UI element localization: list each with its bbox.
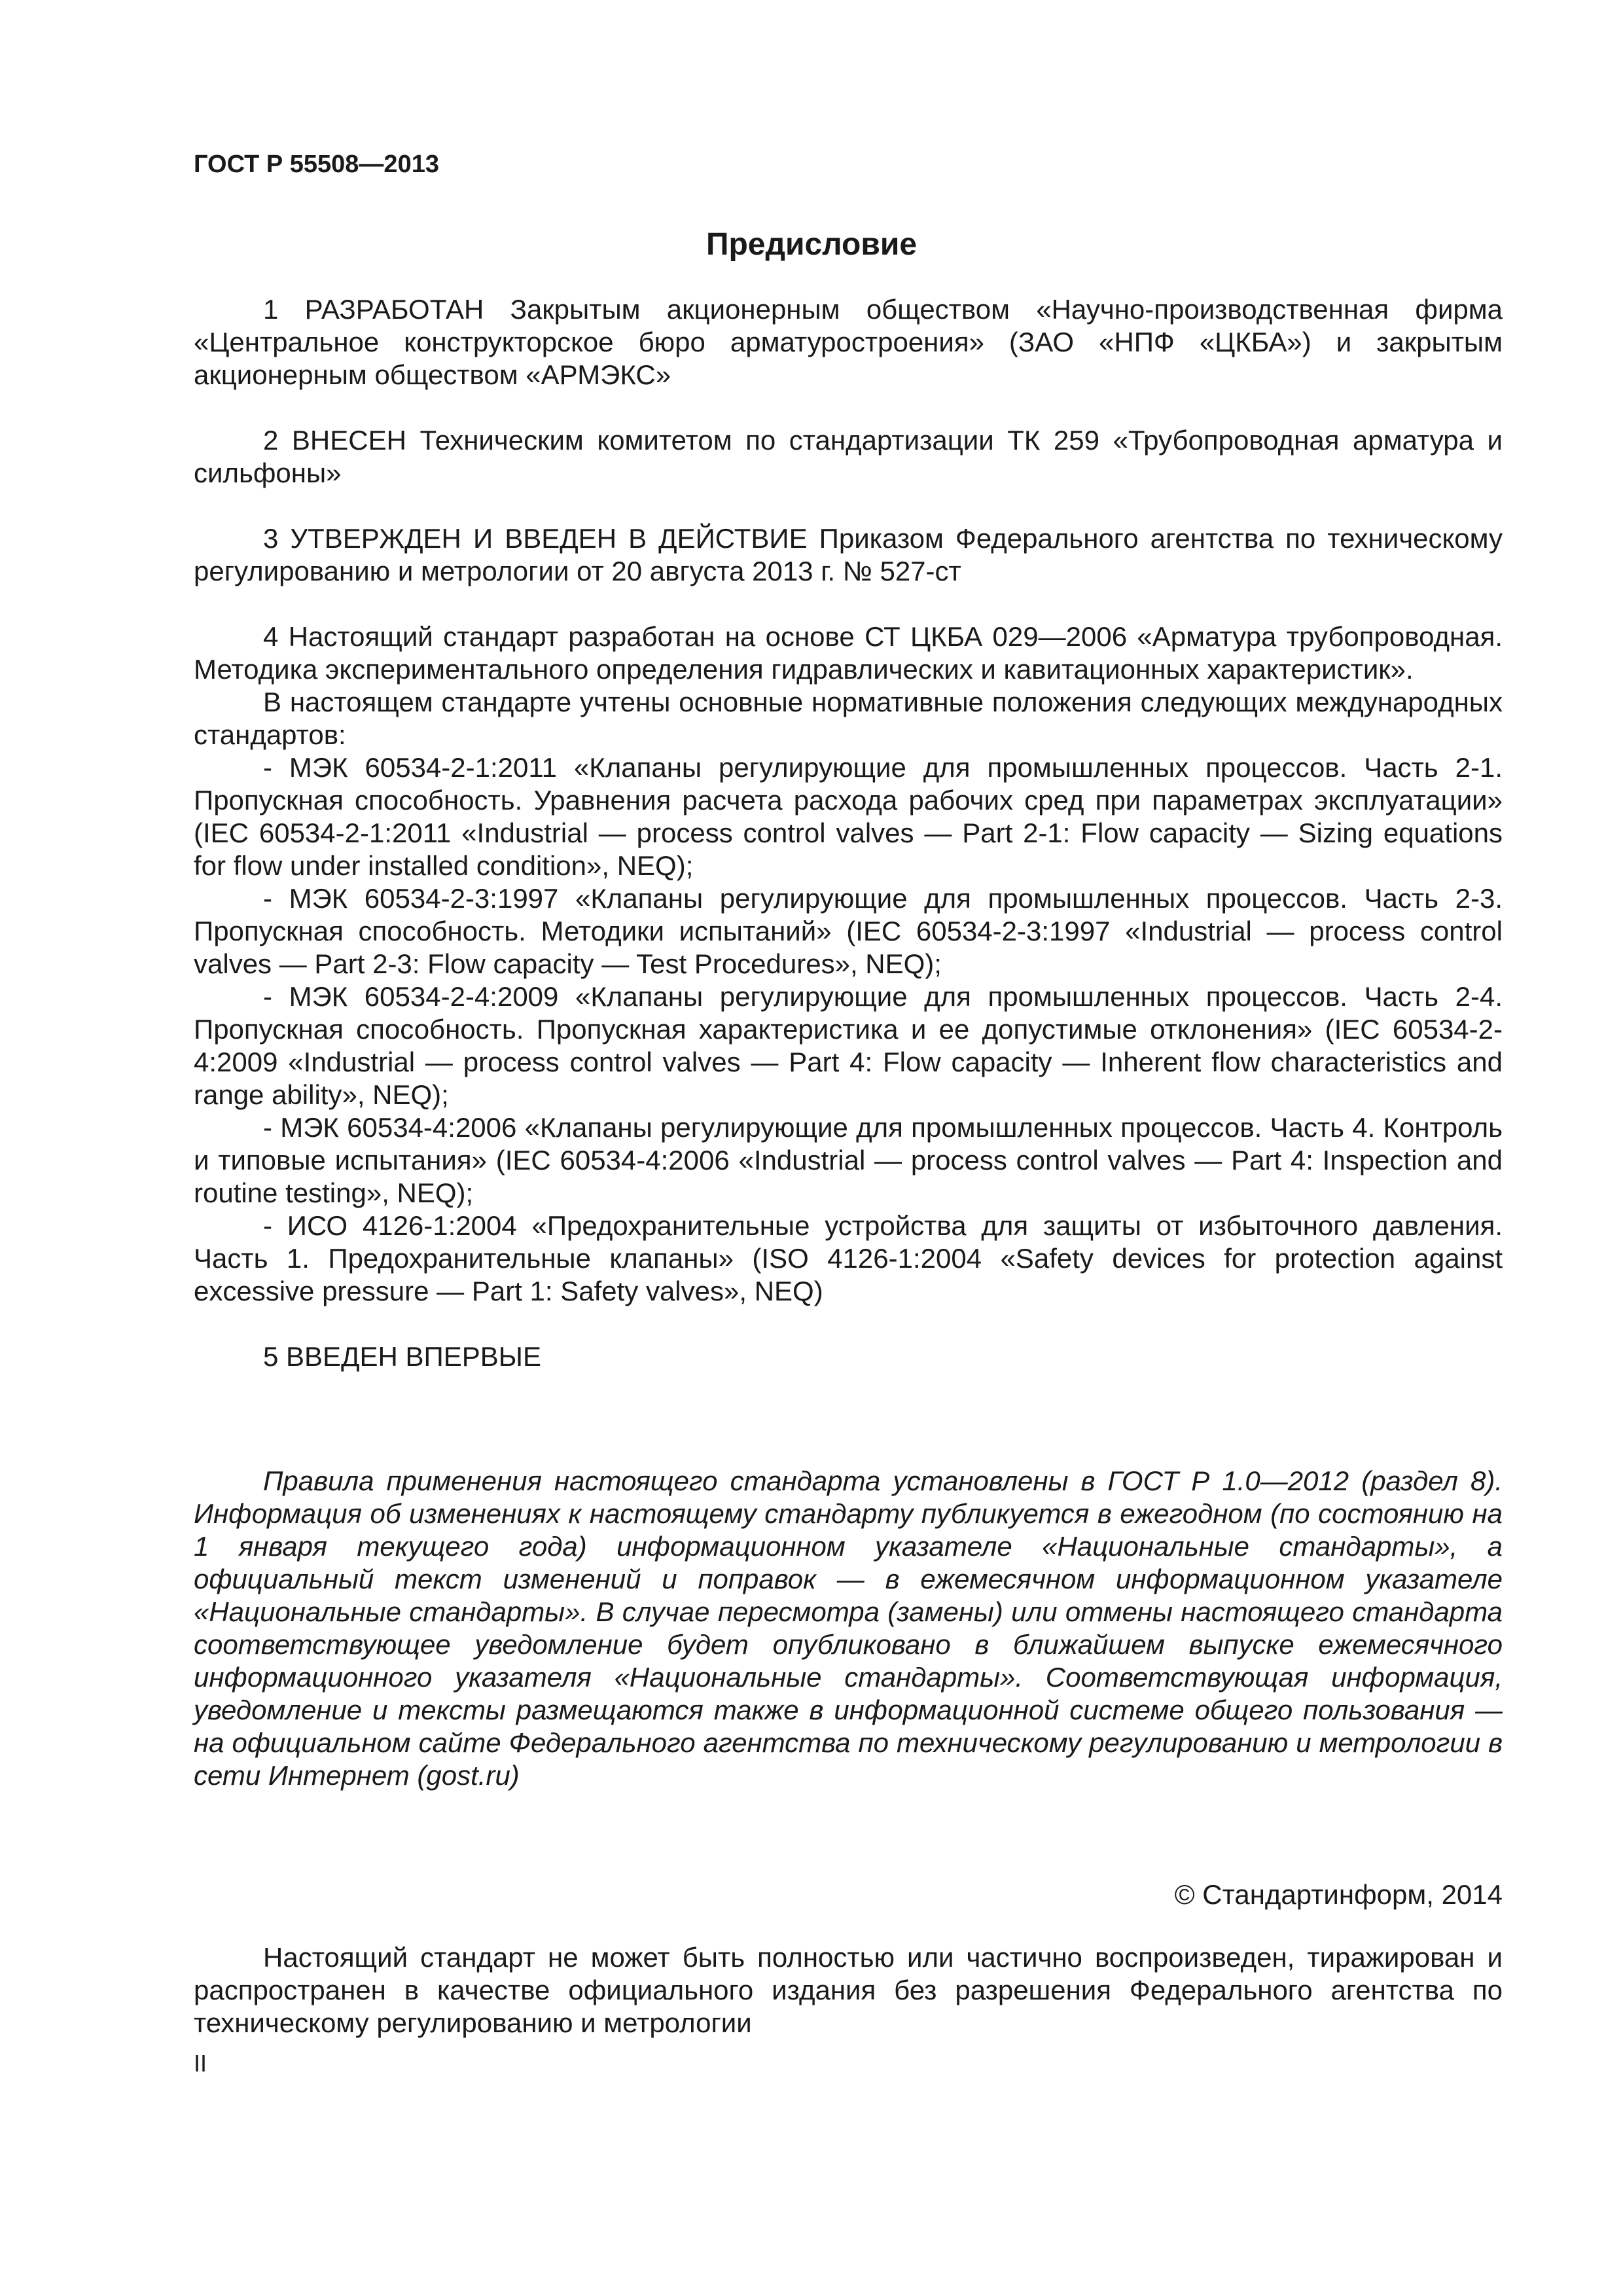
standard-ref-5: - ИСО 4126-1:2004 «Предохранительные устройства для защиты от избыточного давления. Часть 1. Предохранительные клапаны» (ISO 4126-1:2004 «Safety devices for protection against excessive pressure — Part 1: Safety valves», NEQ) xyxy=(194,1210,1503,1306)
page-title: Предисловие xyxy=(705,227,918,262)
item-4: 4 Настоящий стандарт разработан на основе СТ ЦКБА 029—2006 «Арматура трубопроводная. Методика экспериментального определения гидравлических и кавитационных характеристик». xyxy=(194,621,1503,685)
item-2: 2 ВНЕСЕН Техническим комитетом по стандартизации ТК 259 «Трубопроводная арматура и сильфоны» xyxy=(194,425,1503,488)
foreword-content xyxy=(194,293,1503,1792)
item-1: 1 РАЗРАБОТАН Закрытым акционерным обществом «Научно-производственная фирма «Центральное конструкторское бюро арматуростроения» (ЗАО «НПФ «ЦКБА») и закрытым акционерным обществом «АРМЭКС» xyxy=(194,294,1503,390)
standard-ref-4: - МЭК 60534-4:2006 «Клапаны регулирующие для промышленных процессов. Часть 4. Контроль и типовые испытания» (IEC 60534-4:2006 «Industrial — process control valves — Part 4: Inspection and routine testing», NEQ); xyxy=(194,1112,1503,1208)
standard-ref-3: - МЭК 60534-2-4:2009 «Клапаны регулирующие для промышленных процессов. Часть 2-4. Пропускная способность. Пропускная характеристика и ее допустимые отклонения» (IEC 60534-2-4:2009 «Industrial — process control valves — Part 4: Flow capacity — Inherent flow characteristics and range ability», NEQ); xyxy=(194,981,1503,1110)
item-3: 3 УТВЕРЖДЕН И ВВЕДЕН В ДЕЙСТВИЕ Приказом Федерального агентства по техническому регулированию и метрологии от 20 августа 2013 г. № 527-ст xyxy=(194,523,1503,586)
copyright: © Стандартинформ, 2014 xyxy=(1174,1879,1503,1910)
item-4-intro: В настоящем стандарте учтены основные нормативные положения следующих международных стандартов: xyxy=(194,687,1503,750)
reproduction-notice-text: Настоящий стандарт не может быть полностью или частично воспроизведен, тиражирован и распространен в качестве официального издания без разрешения Федерального агентства по техническому регулированию и метрологии xyxy=(194,1942,1503,2038)
page-number: II xyxy=(194,2050,207,2077)
standard-ref-1: - МЭК 60534-2-1:2011 «Клапаны регулирующие для промышленных процессов. Часть 2-1. Пропускная способность. Уравнения расчета расхода рабочих сред при параметрах эксплуатации» (IEC 60534-2-1:2011 «Industrial — process control valves — Part 2-1: Flow capacity — Sizing equations for flow under installed condition», NEQ); xyxy=(194,752,1503,881)
standard-ref-2: - МЭК 60534-2-3:1997 «Клапаны регулирующие для промышленных процессов. Часть 2-3. Пропускная способность. Методики испытаний» (IEC 60534-2-3:1997 «Industrial — process control valves — Part 2-3: Flow capacity — Test Procedures», NEQ); xyxy=(194,883,1503,979)
reproduction-notice xyxy=(194,1941,1503,2039)
document-code: ГОСТ Р 55508—2013 xyxy=(194,151,439,178)
application-notice: Правила применения настоящего стандарта установлены в ГОСТ Р 1.0—2012 (раздел 8). Информация об изменениях к настоящему стандарту публикуется в ежегодном (по состоянию на 1 января текущего года) информационном указателе «Национальные стандарты», а официальный текст изменений и поправок — в ежемесячном информационном указателе «Национальные стандарты». В случае пересмотра (замены) или отмены настоящего стандарта соответствующее уведомление будет опубликовано в ближайшем выпуске ежемесячного информационного указателя «Национальные стандарты». Соответствующая информация, уведомление и тексты размещаются также в информационной системе общего пользования — на официальном сайте Федерального агентства по техническому регулированию и метрологии в сети Интернет (gost.ru) xyxy=(194,1465,1503,1791)
item-5: 5 ВВЕДЕН ВПЕРВЫЕ xyxy=(263,1341,541,1372)
